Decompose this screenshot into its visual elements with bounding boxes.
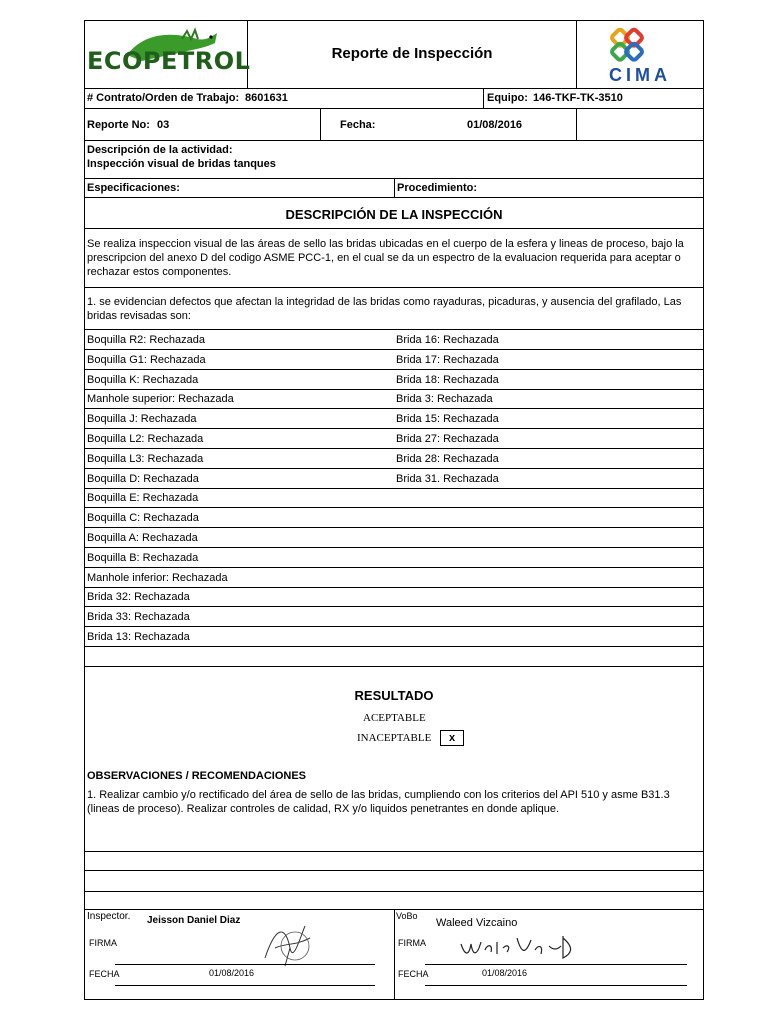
table-row	[85, 548, 703, 568]
activity-value: Inspección visual de bridas tanques	[87, 158, 276, 170]
list-item-left: Boquilla R2: Rechazada	[87, 334, 206, 346]
table-row	[85, 370, 703, 390]
list-item-right: Brida 3: Rechazada	[396, 393, 493, 406]
table-row	[85, 409, 703, 429]
inspector-label: Inspector.	[87, 911, 131, 922]
result-title: RESULTADO	[354, 688, 434, 703]
contract-row	[85, 89, 703, 109]
vobo-date: 01/08/2016	[482, 968, 528, 978]
inspector-name: Jeisson Daniel Diaz	[147, 915, 241, 926]
inaceptable-label: INACEPTABLE	[357, 732, 432, 744]
inspection-section-header	[85, 198, 703, 229]
inspector-fecha-line	[115, 985, 375, 986]
report-number-row	[85, 109, 703, 141]
table-row	[85, 469, 703, 489]
vobo-fecha-label: FECHA	[398, 969, 429, 979]
list-item-right: Brida 16: Rechazada	[396, 334, 499, 346]
table-row	[85, 330, 703, 350]
vobo-name: Waleed Vizcaino	[436, 917, 518, 929]
table-row	[85, 350, 703, 370]
obs-line-2	[85, 851, 703, 871]
list-item-left: Brida 13: Rechazada	[87, 631, 190, 643]
activity-label: Descripción de la actividad:	[87, 144, 233, 156]
inaceptable-mark: x	[448, 732, 456, 744]
list-item-left: Boquilla L2: Rechazada	[87, 433, 204, 445]
list-item-right: Brida 31. Rechazada	[396, 472, 499, 485]
list-item-left: Brida 32: Rechazada	[87, 591, 190, 604]
inspection-report	[84, 20, 704, 1000]
list-item-left: Boquilla D: Rechazada	[87, 472, 199, 485]
inspector-fecha-label: FECHA	[89, 969, 120, 979]
table-row	[85, 449, 703, 469]
vobo-fecha-line	[425, 985, 687, 986]
list-item-left: Boquilla E: Rechazada	[87, 492, 199, 505]
procedimiento-label: Procedimiento:	[397, 182, 478, 194]
list-item-left: Boquilla A: Rechazada	[87, 532, 198, 544]
report-title: Reporte de Inspección	[331, 45, 493, 62]
list-item-left: Manhole superior: Rechazada	[87, 393, 234, 406]
cima-logo	[577, 23, 703, 87]
table-row	[85, 647, 703, 667]
equipo-value: 146-TKF-TK-3510	[533, 92, 623, 104]
section-title: DESCRIPCIÓN DE LA INSPECCIÓN	[285, 207, 503, 222]
vobo-firma-line	[425, 964, 687, 965]
contract-value: 8601631	[245, 92, 288, 104]
equipo-label: Equipo:	[487, 92, 528, 104]
table-row	[85, 627, 703, 647]
aceptable-label: ACEPTABLE	[363, 712, 426, 724]
list-item-left: Boquilla L3: Rechazada	[87, 452, 204, 465]
list-item-left: Boquilla C: Rechazada	[87, 512, 199, 525]
inspection-intro: Se realiza inspeccion visual de las áreas de sello las bridas ubicadas en el cuerpo de la esfera y lineas de proceso, bajo la prescripcion del anexo D del codigo ASME PCC-1, en el cual se da un espectro de la evaluacion requerida para aceptar o rechazar estos componentes.	[87, 238, 684, 278]
report-no-value: 03	[157, 119, 170, 131]
table-row	[85, 568, 703, 588]
ecopetrol-wordmark: ECOPETROL	[87, 47, 251, 75]
list-item-left: Boquilla K: Rechazada	[87, 373, 199, 386]
list-item-right: Brida 28: Rechazada	[396, 452, 499, 465]
list-item-left: Boquilla B: Rechazada	[87, 551, 199, 564]
list-item-right: Brida 17: Rechazada	[396, 353, 499, 366]
fecha-label: Fecha:	[340, 119, 376, 131]
table-row	[85, 488, 703, 508]
inspector-date: 01/08/2016	[209, 968, 255, 978]
ecopetrol-logo	[87, 25, 251, 85]
signature-block	[85, 910, 703, 999]
list-item-left: Boquilla G1: Rechazada	[87, 353, 206, 366]
obs-line-4	[85, 892, 703, 910]
table-row	[85, 607, 703, 627]
observations-title: OBSERVACIONES / RECOMENDACIONES	[87, 770, 307, 782]
list-item-right: Brida 18: Rechazada	[396, 373, 499, 386]
inaceptable-checkbox[interactable]	[440, 730, 464, 746]
inspection-intro-row	[85, 229, 703, 288]
table-row	[85, 528, 703, 548]
obs-blank-spacer	[85, 831, 703, 851]
cima-wordmark: CIMA	[609, 65, 671, 85]
fecha-value: 01/08/2016	[467, 119, 523, 131]
activity-row	[85, 141, 703, 179]
inspection-finding: 1. se evidencian defectos que afectan la integridad de las bridas como rayaduras, picaduras, y ausencia del grafilado, Las bridas revisadas son:	[87, 296, 682, 322]
specs-row	[85, 179, 703, 198]
inspection-finding-row	[85, 288, 703, 330]
list-item-left: Brida 33: Rechazada	[87, 611, 190, 624]
inspector-firma-label: FIRMA	[89, 938, 117, 948]
inspector-signature-icon	[255, 918, 325, 968]
vobo-label: VoBo	[396, 911, 418, 921]
list-item-left: Boquilla J: Rechazada	[87, 413, 197, 426]
obs-line-3	[85, 871, 703, 892]
list-item-left: Manhole inferior: Rechazada	[87, 571, 228, 584]
table-row	[85, 587, 703, 607]
contract-label: # Contrato/Orden de Trabajo:	[87, 92, 240, 104]
report-no-label: Reporte No:	[87, 119, 150, 131]
especificaciones-label: Especificaciones:	[87, 182, 180, 194]
header-row	[85, 21, 703, 89]
list-item-right: Brida 27: Rechazada	[396, 433, 499, 445]
table-row	[85, 429, 703, 449]
inspector-firma-line	[115, 964, 375, 965]
vobo-firma-label: FIRMA	[398, 938, 426, 948]
observations-text: 1. Realizar cambio y/o rectificado del área de sello de las bridas, cumpliendo con los criterios del API 510 y asme B31.3 (lineas de proceso). Realizar controles de calidad, RX y/o liquidos penetrantes en donde aplique.	[87, 789, 670, 815]
table-row	[85, 389, 703, 409]
vobo-signature-icon	[457, 932, 577, 964]
list-item-right: Brida 15: Rechazada	[396, 413, 499, 426]
table-row	[85, 508, 703, 528]
